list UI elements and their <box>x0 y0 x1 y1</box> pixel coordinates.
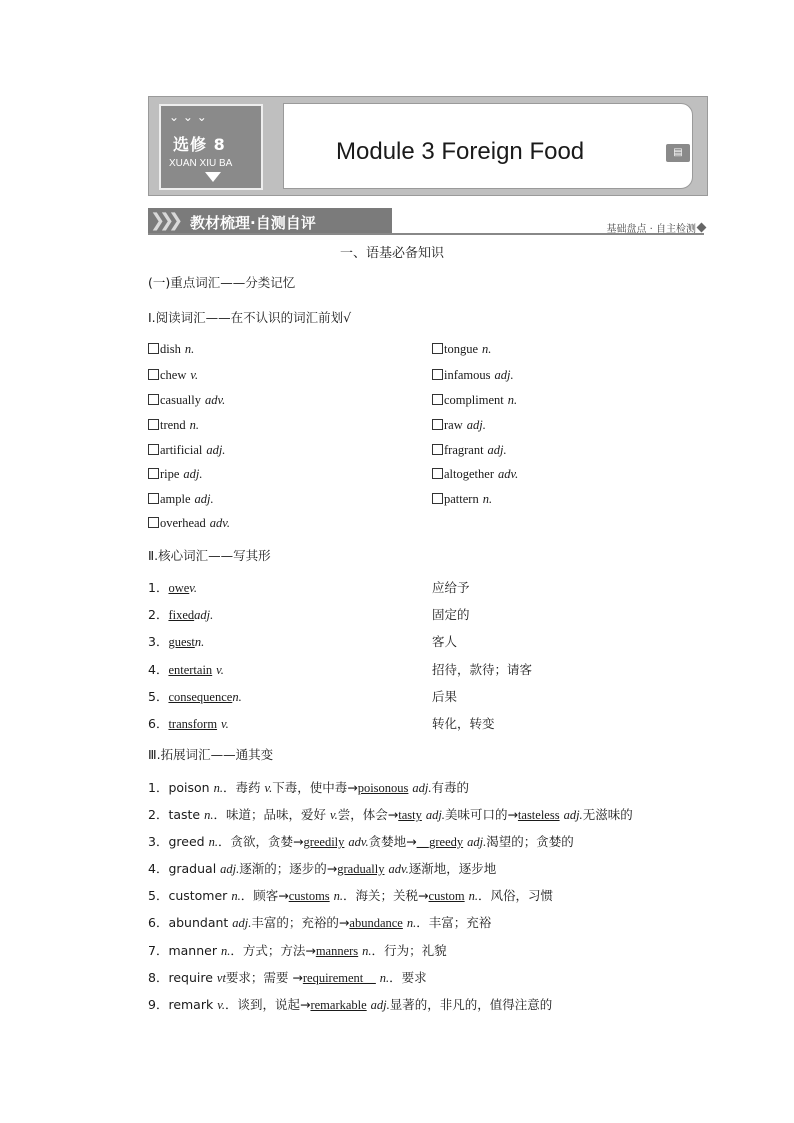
section-label: 教材梳理·自测自评 <box>190 214 316 232</box>
checkbox-icon[interactable] <box>148 517 159 528</box>
reading-item[interactable]: compliment n. <box>432 392 517 408</box>
reading-title: Ⅰ.阅读词汇——在不认识的词汇前划√ <box>148 310 352 325</box>
diamond-icon <box>697 223 707 233</box>
sub-heading: (一)重点词汇——分类记忆 <box>148 275 296 290</box>
extend-item: 2．taste n.．味道；品味，爱好 v.尝，体会→tasty adj.美味可口的→tasteless adj.无滋味的 <box>148 807 633 822</box>
extend-item: 3．greed n.．贪欲，贪婪→greedily adv.贪婪地→__greedy adj.渴望的；贪婪的 <box>148 834 574 849</box>
checkbox-icon[interactable] <box>148 468 159 479</box>
badge-pinyin: XUAN XIU BA <box>169 158 233 169</box>
answer: owe <box>168 581 190 595</box>
extend-title: Ⅲ.拓展词汇——通其变 <box>148 747 274 762</box>
reading-item[interactable]: tongue n. <box>432 341 491 357</box>
checkbox-icon[interactable] <box>148 394 159 405</box>
core-meaning: 转化，转变 <box>432 716 495 731</box>
extend-item: 6．abundant adj.丰富的；充裕的→abundance n.．丰富；充裕 <box>148 915 492 930</box>
core-item: 5．consequencen. <box>148 689 242 704</box>
reading-item[interactable]: infamous adj. <box>432 367 514 383</box>
answer: customs <box>288 889 330 903</box>
answer: greedily <box>303 835 345 849</box>
answer: tasty <box>398 808 422 822</box>
answer: fixed <box>168 608 195 622</box>
reading-item[interactable]: dish n. <box>148 341 194 357</box>
answer: abundance <box>349 916 403 930</box>
checkbox-icon[interactable] <box>432 419 443 430</box>
elective-badge <box>159 104 263 190</box>
reading-item[interactable]: trend n. <box>148 417 199 433</box>
module-banner <box>148 96 708 196</box>
reading-item[interactable]: pattern n. <box>432 491 492 507</box>
answer: entertain <box>168 663 213 677</box>
core-meaning: 后果 <box>432 689 458 704</box>
checkbox-icon[interactable] <box>432 343 443 354</box>
answer: custom <box>428 889 465 903</box>
answer: __greedy <box>416 835 464 849</box>
double-chevron-icon: ❯❯❯ <box>150 210 178 231</box>
checkbox-icon[interactable] <box>432 394 443 405</box>
answer: consequence <box>168 690 233 704</box>
title-panel <box>283 103 693 189</box>
core-meaning: 招待，款待；请客 <box>432 662 533 677</box>
reading-item[interactable]: chew v. <box>148 367 198 383</box>
triangle-down-icon <box>205 172 221 182</box>
checkbox-icon[interactable] <box>148 444 159 455</box>
answer: remarkable <box>310 998 367 1012</box>
extend-item: 7．manner n.．方式；方法→manners n.．行为；礼貌 <box>148 943 447 958</box>
core-item: 6．transform v. <box>148 716 229 731</box>
checkbox-icon[interactable] <box>148 343 159 354</box>
reading-item[interactable]: casually adv. <box>148 392 225 408</box>
extend-item: 9．remark v.．谈到，说起→remarkable adj.显著的，非凡的，值得注意的 <box>148 997 553 1012</box>
reading-item[interactable]: fragrant adj. <box>432 442 507 458</box>
answer: manners <box>315 944 359 958</box>
extend-item: 8．require vt要求；需要 →requirement__ n.．要求 <box>148 970 427 985</box>
checkbox-icon[interactable] <box>432 493 443 504</box>
answer: gradually <box>337 862 385 876</box>
checkbox-icon[interactable] <box>432 369 443 380</box>
checkbox-icon[interactable] <box>432 444 443 455</box>
checkbox-icon[interactable] <box>432 468 443 479</box>
checkbox-icon[interactable] <box>148 369 159 380</box>
extend-item: 4．gradual adj.逐渐的；逐步的→gradually adv.逐渐地，逐步地 <box>148 861 497 876</box>
reading-item[interactable]: altogether adv. <box>432 466 518 482</box>
extend-item: 5．customer n.．顾客→customs n.．海关；关税→custom n.．风俗，习惯 <box>148 888 554 903</box>
badge-title: 选修 8 <box>173 135 226 154</box>
core-item: 4．entertain v. <box>148 662 224 677</box>
core-meaning: 应给予 <box>432 580 470 595</box>
core-item: 1．owev. <box>148 580 198 595</box>
answer: transform <box>168 717 218 731</box>
core-item: 3．guestn. <box>148 634 205 649</box>
heading: 一、语基必备知识 <box>340 246 445 261</box>
image-view-icon[interactable]: ▤ <box>666 144 690 162</box>
answer: guest <box>168 635 195 649</box>
reading-item[interactable]: ripe adj. <box>148 466 203 482</box>
extend-item: 1．poison n.．毒药 v.下毒，使中毒→poisonous adj.有毒的 <box>148 780 470 795</box>
checkbox-icon[interactable] <box>148 419 159 430</box>
core-meaning: 客人 <box>432 634 458 649</box>
section-bar <box>148 208 392 234</box>
reading-item[interactable]: overhead adv. <box>148 515 230 531</box>
core-title: Ⅱ.核心词汇——写其形 <box>148 548 271 563</box>
checkbox-icon[interactable] <box>148 493 159 504</box>
answer: poisonous <box>357 781 409 795</box>
module-title: Module 3 Foreign Food <box>336 138 585 165</box>
reading-item[interactable]: raw adj. <box>432 417 486 433</box>
answer: tasteless <box>517 808 560 822</box>
reading-item[interactable]: ample adj. <box>148 491 214 507</box>
answer: requirement__ <box>302 971 376 985</box>
core-meaning: 固定的 <box>432 607 470 622</box>
core-item: 2．fixedadj. <box>148 607 214 622</box>
chevron-icon: ⌄ ⌄ ⌄ <box>169 110 207 124</box>
section-right-label: 基础盘点 · 自主检测 <box>606 224 696 235</box>
reading-item[interactable]: artificial adj. <box>148 442 225 458</box>
